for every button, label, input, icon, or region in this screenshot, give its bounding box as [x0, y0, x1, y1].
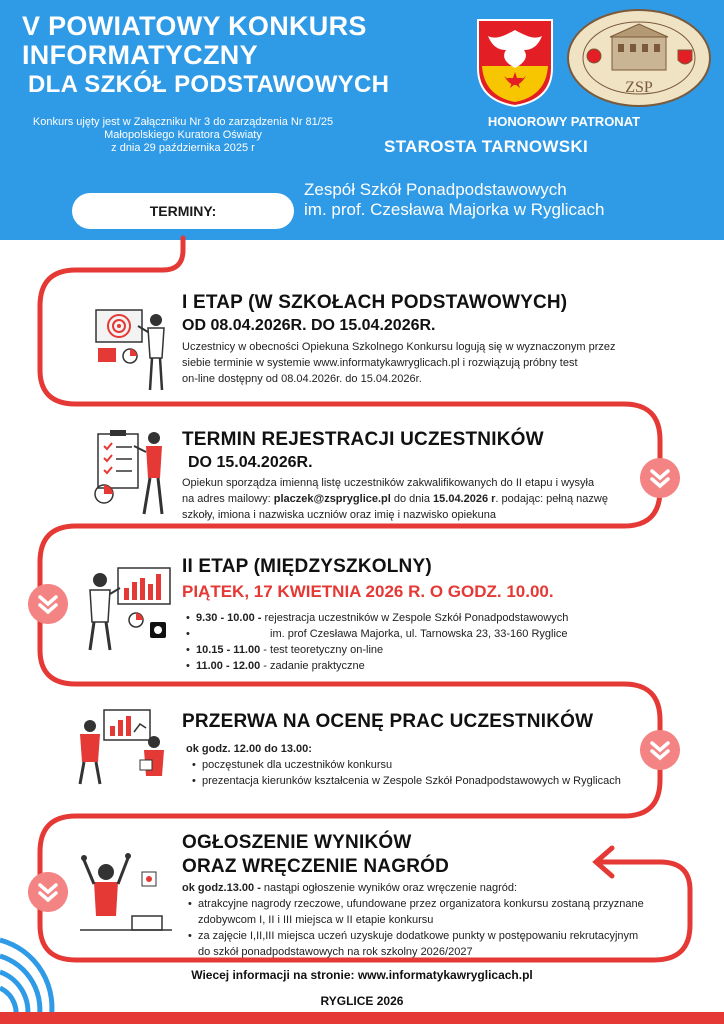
stage5-intro-text: nastąpi ogłoszenie wyników oraz wręczenie nagród:: [260, 882, 518, 894]
stage5-intro-time: ok godz.13.00 -: [182, 882, 261, 894]
stage5-intro: [182, 880, 517, 896]
footer-city: RYGLICE 2026: [320, 994, 404, 1008]
schedule-time: 10.15 - 11.00: [196, 644, 261, 656]
legal-note-line-1: Konkurs ujęty jest w Załączniku Nr 3 do zarządzenia Nr 81/25: [32, 116, 334, 128]
stage1-description: [182, 339, 652, 387]
list-item-line: • za zajęcie I,II,III miejsca uczeń uzyskuje dodatkowe punkty w postępowaniu rekrutacyjnym: [198, 930, 639, 942]
list-item-line: do szkół ponadpodstawowych na rok szkolny 2026/2027: [198, 946, 473, 958]
schedule-item: [186, 642, 646, 658]
schedule-item: [186, 610, 646, 626]
stage1-title: I ETAP (W SZKOŁACH PODSTAWOWYCH): [182, 292, 568, 313]
schedule-item-continuation: [186, 626, 646, 642]
stage4-title: PRZERWA NA OCENĘ PRAC UCZESTNIKÓW: [182, 711, 594, 732]
meeting-illustration: [70, 706, 174, 786]
schedule-time: 9.30 - 10.00 -: [196, 612, 262, 624]
schedule-time: 11.00 - 12.00: [196, 660, 261, 672]
chevron-down-icon: [28, 584, 68, 624]
stage2-text-line-2: [182, 491, 652, 507]
schedule-desc: - zadanie praktyczne: [260, 660, 365, 672]
stage4-list: [192, 757, 652, 789]
school-name-line-1: Zespół Szkół Ponadpodstawowych: [304, 180, 567, 199]
stage2-text-suffix: . podając: pełną nazwę: [495, 493, 608, 505]
stage2-text-line-1: Opiekun sporządza imienną listę uczestników zakwalifikowanych do II etapu i wysyła: [182, 477, 595, 489]
title-line-2: INFORMATYCZNY: [22, 40, 258, 70]
list-item: [188, 896, 668, 928]
stage1-text-line-2: siebie terminie w systemie www.informatykawryglicach.pl i rozwiązują próbny test: [182, 357, 578, 369]
schedule-desc: - test teoretyczny on-line: [260, 644, 384, 656]
schedule-desc: rejestracja uczestników w Zespole Szkół Ponadpodstawowych: [261, 612, 569, 624]
chevron-down-icon: [640, 458, 680, 498]
stage2-description: [182, 475, 652, 523]
stage1-text-line-1: Uczestnicy w obecności Opiekuna Szkolnego Konkursu logują się w wyznaczonym przez: [182, 341, 616, 353]
stage2-deadline: 15.04.2026 r: [433, 493, 496, 505]
bottom-bar: [0, 1012, 724, 1024]
list-item: • prezentacja kierunków kształcenia w Zespole Szkół Ponadpodstawowych w Ryglicach: [192, 773, 652, 789]
checklist-illustration: [92, 424, 176, 518]
stage5-list: [188, 896, 668, 960]
title-line-1: V POWIATOWY KONKURS: [22, 11, 367, 41]
chevron-down-icon: [640, 730, 680, 770]
list-item: • poczęstunek dla uczestników konkursu: [192, 757, 652, 773]
schedule-desc: im. prof Czesława Majorka, ul. Tarnowska 23, 33-160 Ryglice: [270, 628, 568, 640]
stage5-title-line-1: OGŁOSZENIE WYNIKÓW: [182, 832, 412, 853]
stage4-time: ok godz. 12.00 do 13.00:: [186, 743, 312, 755]
stage2-text-prefix: na adres mailowy:: [182, 493, 274, 505]
stage1-text-line-3: on-line dostępny od 08.04.2026r. do 15.04.2026r.: [182, 373, 422, 385]
list-item-line: • atrakcyjne nagrody rzeczowe, ufundowane przez organizatora konkursu zostaną przyznane: [198, 898, 644, 910]
title-line-3: DLA SZKÓŁ PODSTAWOWYCH: [28, 71, 390, 98]
stage2-text-line-3: szkoły, imiona i nazwiska uczniów oraz imię i nazwisko opiekuna: [182, 509, 497, 521]
legal-note-line-2: Małopolskiego Kuratora Oświaty: [104, 129, 262, 141]
stage2-dates: DO 15.04.2026R.: [188, 454, 313, 471]
patron-name: STAROSTA TARNOWSKI: [383, 137, 589, 156]
schedule-item: [186, 658, 646, 674]
legal-note-line-3: z dnia 29 października 2025 r: [111, 142, 255, 154]
list-item: [188, 928, 668, 960]
seal-letters: ZSP: [625, 79, 653, 96]
stage3-title: II ETAP (MIĘDZYSZKOLNY): [182, 556, 432, 577]
stage5-title: [182, 831, 449, 879]
more-info-link[interactable]: Wiecej informacji na stronie: www.informatykawryglicach.pl: [191, 968, 533, 982]
celebration-illustration: [76, 850, 176, 936]
stage2-email: placzek@zspryglice.pl: [273, 493, 391, 505]
patron-label: HONOROWY PATRONAT: [487, 114, 641, 129]
stage3-dates: PIĄTEK, 17 KWIETNIA 2026 R. O GODZ. 10.00.: [182, 582, 554, 601]
analytics-illustration: [80, 562, 176, 652]
list-item-line: zdobywcom I, II i III miejsca w II etapie konkursu: [198, 914, 434, 926]
stage5-title-line-2: ORAZ WRĘCZENIE NAGRÓD: [182, 856, 450, 877]
school-name-line-2: im. prof. Czesława Majorka w Ryglicach: [304, 200, 605, 219]
presentation-illustration: [92, 300, 176, 394]
terms-pill: TERMINY:: [72, 193, 294, 229]
stage1-dates: OD 08.04.2026R. DO 15.04.2026R.: [182, 317, 436, 334]
stage3-schedule: [186, 610, 646, 674]
stage2-title: TERMIN REJESTRACJI UCZESTNIKÓW: [182, 429, 544, 450]
stage2-text-mid: do dnia: [390, 493, 434, 505]
